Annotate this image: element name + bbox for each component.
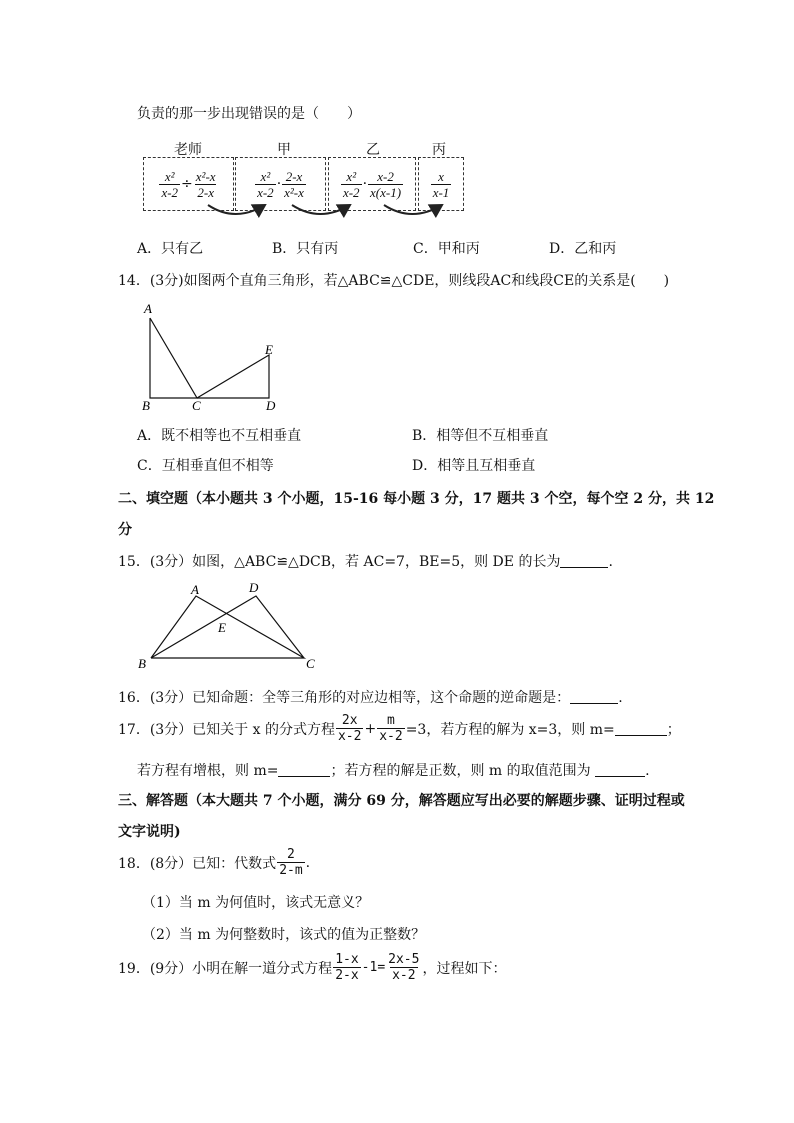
arrow-1 [208, 205, 265, 214]
label-b: B [142, 398, 150, 413]
step-box-yi: $\frac{\text{x²}}{x-2}$ · $\frac{x-2}{x(x-1)}$ [328, 157, 416, 211]
arrow-3 [384, 205, 442, 214]
divide-sign: ÷ [181, 176, 193, 192]
q16-answer-blank[interactable] [570, 689, 618, 704]
label-e: E [265, 342, 273, 357]
q18-sub-1: （1）当 m 为何值时，该式无意义？ [142, 895, 370, 911]
arrow-2 [292, 205, 350, 214]
q14-option-c[interactable]: C．互相垂直但不相等 [137, 458, 274, 474]
q14-option-d[interactable]: D．相等且互相垂直 [412, 458, 536, 474]
q13-option-d[interactable]: D．乙和丙 [549, 241, 617, 257]
q17-answer-blank-3[interactable] [595, 762, 645, 777]
q19-stem: 19．(9分）小明在解一道分式方程 $\frac{1-x}{2-x}$ -1= $\frac{2x-5}{x-2}$ ，过程如下： [118, 952, 507, 983]
header-yi: 乙 [366, 142, 380, 158]
q13-option-b[interactable]: B．只有丙 [272, 241, 339, 257]
header-bing: 丙 [432, 142, 446, 158]
q16-stem: 16．(3分）已知命题：全等三角形的对应边相等，这个命题的逆命题是： . [118, 690, 623, 706]
q15-answer-blank[interactable] [560, 553, 608, 568]
section-2-heading-cont: 分 [118, 522, 132, 538]
q13-stem: 负责的那一步出现错误的是（ ） [137, 106, 361, 122]
step-arrows [140, 195, 470, 225]
step-box-teacher: $\frac{\text{x²}}{x-2}$ ÷ $\frac{\text{x²-x}}{2-x}$ [143, 157, 234, 211]
q17-answer-blank-1[interactable] [615, 721, 667, 736]
label-e: E [218, 620, 226, 635]
q15-stem: 15．(3分）如图，△ABC≌△DCB，若 AC=7，BE=5，则 DE 的长为 . [118, 554, 613, 570]
step-box-jia: $\frac{\text{x²}}{x-2}$ · $\frac{2-x}{\text{x²-x}}$ [235, 157, 326, 211]
label-d: D [266, 398, 276, 413]
step-box-bing: $\frac{x}{x-1}$ [418, 157, 464, 211]
label-a: A [144, 301, 152, 316]
q18-stem: 18．(8分）已知：代数式 $\frac{2}{2-m}$ . [118, 847, 311, 878]
label-a: A [191, 582, 199, 597]
q14-figure [138, 300, 288, 415]
header-jia: 甲 [277, 142, 291, 158]
q13-option-c[interactable]: C．甲和丙 [413, 241, 480, 257]
q14-stem: 14．(3分)如图两个直角三角形，若△ABC≌△CDE，则线段AC和线段CE的关系是( ) [118, 273, 670, 289]
section-3-heading: 三、解答题（本大题共 7 个小题，满分 69 分，解答题应写出必要的解题步骤、证明过程或 [118, 793, 685, 809]
section-2-heading: 二、填空题（本小题共 3 个小题，15-16 每小题 3 分，17 题共 3 个空，每个空 2 分，共 12 [118, 491, 715, 507]
label-c: C [306, 656, 315, 671]
header-teacher: 老师 [174, 142, 202, 158]
label-c: C [192, 398, 201, 413]
q17-answer-blank-2[interactable] [278, 762, 330, 777]
q13-option-a[interactable]: A．只有乙 [137, 241, 204, 257]
section-3-heading-cont: 文字说明) [118, 824, 181, 840]
label-d: D [249, 580, 259, 595]
q17-line2: 若方程有增根，则 m= ；若方程的解是正数，则 m 的取值范围为 . [137, 763, 650, 779]
multiply-sign: · [276, 176, 282, 192]
q14-option-a[interactable]: A．既不相等也不互相垂直 [137, 428, 302, 444]
multiply-sign: · [362, 176, 368, 192]
label-b: B [138, 656, 146, 671]
q17-stem: 17．(3分）已知关于 x 的分式方程 $\frac{2x}{x-2}$ + $\frac{m}{x-2}$ =3，若方程的解为 x=3，则 m= ； [118, 713, 681, 744]
q15-figure [136, 578, 321, 673]
q18-sub-2: （2）当 m 为何整数时，该式的值为正整数？ [142, 927, 426, 943]
q14-option-b[interactable]: B．相等但不互相垂直 [412, 428, 549, 444]
